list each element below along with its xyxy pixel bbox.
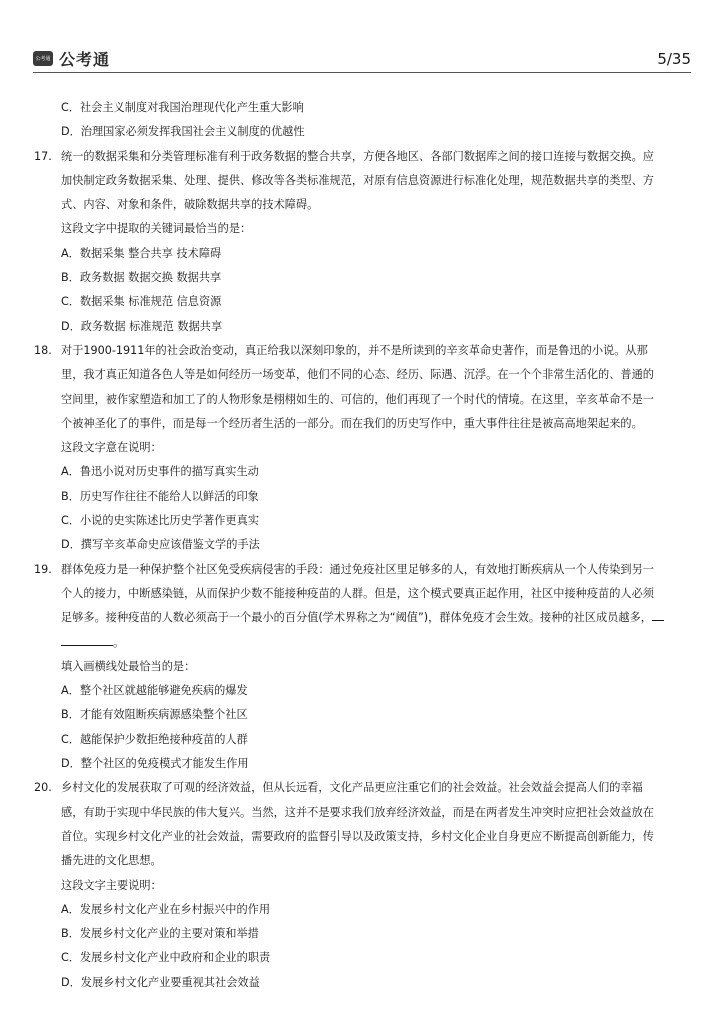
option: A．发展乡村文化产业在乡村振兴中的作用 (61, 902, 271, 916)
option: D．治理国家必须发挥我国社会主义制度的优越性 (61, 125, 305, 139)
question-prompt: 这段文字主要说明： (61, 878, 162, 892)
option: D．发展乡村文化产业要重视其社会效益 (61, 975, 260, 989)
question-stem-line: 首位。实现乡村文化产业的社会效益，需要政府的监督引导以及政策支持，乡村文化企业自身更应不断提高创新能力，传 (61, 829, 654, 843)
option: A．整个社区就越能够避免疾病的爆发 (61, 684, 248, 698)
question-19 (34, 558, 690, 777)
logo-icon: 公考通 (33, 51, 53, 66)
option: A．数据采集 整合共享 技术障碍 (61, 246, 222, 260)
option: C．数据采集 标准规范 信息资源 (61, 295, 222, 309)
question-stem-line: 空间里，被作家塑造和加工了的人物形象是栩栩如生的、可信的，他们再现了一个时代的情境。在这里，辛亥革命不是一 (61, 392, 654, 406)
option: B．历史写作往往不能给人以鲜活的印象 (61, 489, 259, 503)
question-prompt: 这段文字中提取的关键词最恰当的是： (61, 222, 252, 236)
question-prompt: 这段文字意在说明： (61, 441, 162, 455)
brand-logo (33, 48, 110, 68)
question-stem-line: 群体免疫力是一种保护整个社区免受疾病侵害的手段：通过免疫社区里足够多的人，有效地打断疾病从一个人传染到另一 (61, 562, 654, 576)
question-number: 20. (34, 781, 52, 795)
page-content (34, 96, 690, 995)
option: D．撰写辛亥革命史应该借鉴文学的手法 (61, 538, 260, 552)
option: C．越能保护少数拒绝接种疫苗的人群 (61, 732, 248, 746)
question-stem-line: 足够多。接种疫苗的人数必须高于一个最小的百分值(学术界称之为“阈值”)，群体免疫才会生效。接种的社区成员越多， (61, 611, 652, 625)
option: D．政务数据 标准规范 数据共享 (61, 319, 223, 333)
option: B．才能有效阻断疾病源感染整个社区 (61, 708, 248, 722)
header-divider (33, 72, 691, 73)
question-18 (34, 339, 690, 558)
question-stem-line: 个人的接力，中断感染链，从而保护少数不能接种疫苗的人群。但是，这个模式要真正起作用，社区中接种疫苗的人必须 (61, 586, 654, 600)
question-17 (34, 145, 690, 339)
option: C．发展乡村文化产业中政府和企业的职责 (61, 951, 271, 965)
option: B．发展乡村文化产业的主要对策和举措 (61, 927, 259, 941)
stem-end: 。 (113, 635, 125, 649)
question-stem-line: 里，我才真正知道各色人等是如何经历一场变革，他们不同的心态、经历、际遇、沉浮。在一个个非常生活化的、普通的 (61, 368, 654, 382)
option: B．政务数据 数据交换 数据共享 (61, 271, 222, 285)
page-header (33, 44, 691, 72)
option: C．社会主义制度对我国治理现代化产生重大影响 (61, 101, 304, 114)
question-number: 19. (34, 562, 52, 576)
option: C．小说的史实陈述比历史学著作更真实 (61, 514, 260, 528)
question-stem-line: 乡村文化的发展获取了可观的经济效益，但从长远看，文化产品更应注重它们的社会效益。社会效益会提高人们的幸福 (61, 781, 643, 795)
question-number: 17. (34, 149, 52, 163)
fill-blank (652, 608, 664, 621)
brand-name: 公考通 (59, 49, 111, 69)
question-stem-line: 播先进的文化思想。 (61, 854, 162, 868)
question-stem-line: 对于1900-1911年的社会政治变动，真正给我以深刻印象的，并不是所读到的辛亥革命史著作，而是鲁迅的小说。从那 (61, 343, 648, 357)
question-20 (34, 776, 690, 995)
page-number: 5/35 (657, 50, 691, 68)
question-stem-line: 加快制定政务数据采集、处理、提供、修改等各类标准规范，对原有信息资源进行标准化处理，规范数据共享的类型、方 (61, 173, 654, 187)
question-prompt: 填入画横线处最恰当的是： (61, 659, 196, 673)
option: D．整个社区的免疫模式才能发生作用 (61, 757, 249, 771)
question-stem-line: 个被神圣化了的事件，而是每一个经历者生活的一部分。而在我们的历史写作中，重大事件往往是被高高地架起来的。 (61, 416, 643, 430)
option: A．鲁迅小说对历史事件的描写真实生动 (61, 465, 259, 479)
question-stem-line: 感，有助于实现中华民族的伟大复兴。当然，这并不是要求我们放弃经济效益，而是在两者发生冲突时应把社会效益放在 (61, 805, 654, 819)
question-stem-line: 统一的数据采集和分类管理标准有利于政务数据的整合共享，方便各地区、各部门数据库之间的接口连接与数据交换。应 (61, 149, 654, 163)
question-stem-line: 式、内容、对象和条件，破除数据共享的技术障碍。 (61, 198, 319, 212)
fill-blank (61, 633, 113, 646)
question-number: 18. (34, 343, 52, 357)
